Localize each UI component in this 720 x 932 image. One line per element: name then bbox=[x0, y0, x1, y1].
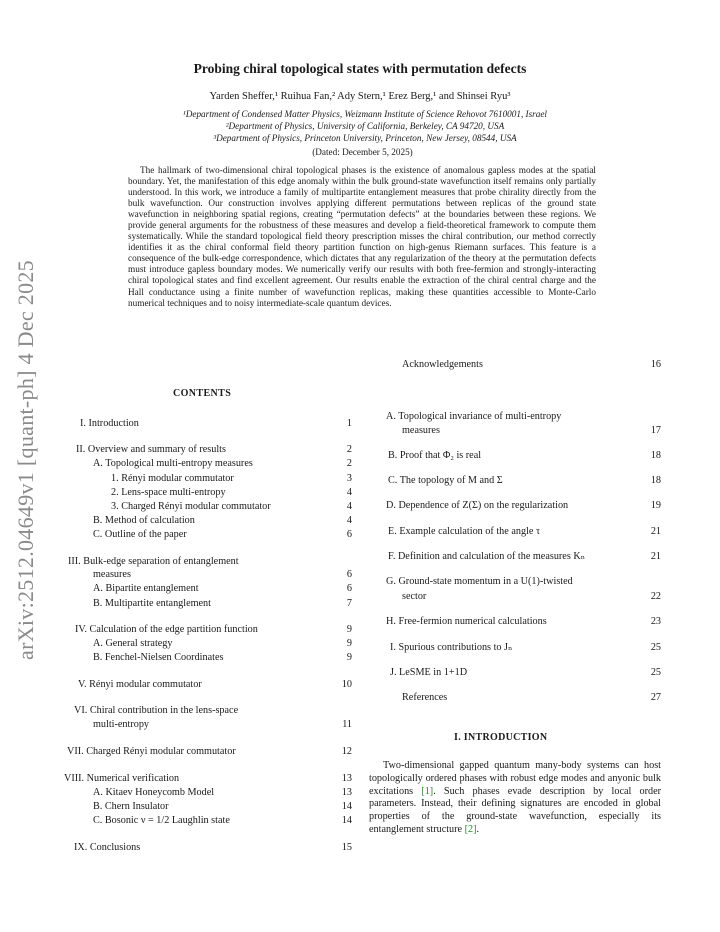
toc-entry[interactable]: 1. Rényi modular commutator bbox=[111, 473, 234, 484]
intro-text: Two-dimensional gapped quantum many-body systems can host topologically ordered phases with robust edge modes and anyonic bulk excitations bbox=[369, 760, 661, 797]
citation-link[interactable]: [2] bbox=[464, 823, 477, 835]
toc-entry[interactable]: B. Chern Insulator bbox=[93, 801, 169, 812]
toc-entry[interactable]: B. Multipartite entanglement bbox=[93, 598, 211, 609]
toc-entry[interactable]: 2. Lens-space multi-entropy bbox=[111, 487, 226, 498]
toc-page-number: 9 bbox=[346, 638, 352, 649]
toc-entry[interactable]: 3. Charged Rényi modular commutator bbox=[111, 501, 271, 512]
toc-page-number: 19 bbox=[650, 500, 661, 511]
toc-page-number: 6 bbox=[346, 583, 352, 594]
toc-page-number: 9 bbox=[346, 624, 352, 635]
toc-page-number: 2 bbox=[346, 458, 352, 469]
toc-page-number: 18 bbox=[650, 475, 661, 486]
toc-entry[interactable]: B. Method of calculation bbox=[93, 515, 195, 526]
toc-entry[interactable]: VII. Charged Rényi modular commutator bbox=[67, 746, 236, 757]
arxiv-sidebar-stamp bbox=[8, 250, 44, 670]
toc-page-number: 25 bbox=[650, 642, 661, 653]
toc-entry[interactable]: H. Free-fermion numerical calculations bbox=[386, 616, 547, 627]
intro-text: . Such phases evade description by local order parameters. Instead, their defining signatures are encoded in global properties of the ground-state wavefunction, especially its entanglement structure bbox=[369, 785, 661, 835]
toc-entry[interactable]: sector bbox=[402, 591, 427, 602]
toc-page-number: 18 bbox=[650, 450, 661, 461]
toc-entry[interactable]: A. Topological invariance of multi-entropy bbox=[386, 411, 562, 422]
toc-page-number: 13 bbox=[341, 773, 352, 784]
author-list: Yarden Sheffer,¹ Ruihua Fan,² Ady Stern,¹ Erez Berg,¹ and Shinsei Ryu³ bbox=[209, 91, 511, 102]
toc-page-number: 22 bbox=[650, 591, 661, 602]
affiliation-3: ³Department of Physics, Princeton University, Princeton, New Jersey, 08544, USA bbox=[213, 133, 517, 143]
paper-title: Probing chiral topological states with permutation defects bbox=[193, 61, 527, 76]
toc-entry[interactable]: II. Overview and summary of results bbox=[76, 444, 226, 455]
toc-entry[interactable]: D. Dependence of Z(Σ) on the regularization bbox=[386, 500, 569, 511]
affiliation-1: ¹Department of Condensed Matter Physics, Weizmann Institute of Science Rehovot 7610001, Israel bbox=[183, 109, 547, 119]
citation-link[interactable]: [1] bbox=[421, 785, 434, 797]
toc-entry[interactable]: F. Definition and calculation of the measures Kₙ bbox=[388, 551, 586, 562]
toc-page-number: 7 bbox=[346, 598, 352, 609]
affiliation-2: ²Department of Physics, University of California, Berkeley, CA 94720, USA bbox=[225, 121, 505, 131]
toc-page-number: 15 bbox=[341, 842, 352, 853]
toc-entry[interactable]: C. Bosonic ν = 1/2 Laughlin state bbox=[93, 815, 230, 826]
toc-page-number: 2 bbox=[346, 444, 352, 455]
section-heading: I. INTRODUCTION bbox=[454, 732, 548, 743]
toc-page-number: 4 bbox=[346, 487, 352, 498]
toc-entry[interactable]: B. Fenchel-Nielsen Coordinates bbox=[93, 652, 224, 663]
toc-entry[interactable]: G. Ground-state momentum in a U(1)-twisted bbox=[386, 576, 573, 587]
toc-entry[interactable]: IV. Calculation of the edge partition function bbox=[75, 624, 258, 635]
toc-entry[interactable]: A. General strategy bbox=[93, 638, 173, 649]
toc-page-number: 27 bbox=[650, 692, 661, 703]
toc-page-number: 13 bbox=[341, 787, 352, 798]
toc-page-number: 4 bbox=[346, 515, 352, 526]
toc-entry[interactable]: J. LeSME in 1+1D bbox=[390, 667, 468, 678]
toc-page-number: 21 bbox=[650, 526, 661, 537]
toc-page-number: 11 bbox=[342, 719, 352, 730]
arxiv-id: arXiv:2512.04649v1 [quant-ph] 4 Dec 2025 bbox=[13, 260, 38, 660]
toc-page-number: 1 bbox=[346, 418, 352, 429]
toc-entry[interactable]: III. Bulk-edge separation of entanglement bbox=[68, 556, 239, 567]
abstract: The hallmark of two-dimensional chiral topological phases is the existence of anomalous gapless modes at the spatial boundary. Yet, the manifestation of this edge anomaly within the bulk ground-state wavefunction itself remains only partially understood. In this work, we introduce a family of multipartite entanglement measures that probe chirality directly from the bulk wavefunction. Our construction involves applying different permutations between replicas of the ground state wavefunction in neighboring spatial regions, creating “permutation defects” at the boundaries between these regions. We provide general arguments for the robustness of these measures and develop a field-theoretical framework to compute them systematically. While the standard topological field theory prescription misses the chiral contribution, our method correctly identifies it as the chiral conformal field theory partition function on high-genus Riemann surfaces. This feature is a consequence of the bulk-edge correspondence, which dictates that any regularization of the theory at the permutation defects must introduce gapless boundary modes. We numerically verify our results with both free-fermion and strongly-interacting chiral topological states and find excellent agreement. Our results enable the extraction of the chiral central charge and the Hall conductance using a finite number of wavefunction replicas, making these quantities accessible to Monte-Carlo numerical techniques and to noisy intermediate-scale quantum devices. bbox=[128, 166, 596, 309]
toc-entry[interactable]: C. The topology of M and Σ bbox=[388, 475, 503, 486]
toc-entry[interactable]: measures bbox=[93, 569, 131, 580]
toc-page-number: 4 bbox=[346, 501, 352, 512]
toc-entry[interactable]: B. Proof that Φ₂ is real bbox=[388, 450, 482, 461]
toc-page-number: 16 bbox=[650, 359, 661, 370]
dated-line: (Dated: December 5, 2025) bbox=[312, 147, 413, 157]
contents-heading: CONTENTS bbox=[173, 388, 232, 399]
toc-entry[interactable]: References bbox=[402, 692, 448, 703]
intro-text: . bbox=[476, 823, 480, 835]
toc-entry[interactable]: VIII. Numerical verification bbox=[64, 773, 180, 784]
toc-entry[interactable]: measures bbox=[402, 425, 440, 436]
toc-entry[interactable]: multi-entropy bbox=[93, 719, 150, 730]
toc-page-number: 17 bbox=[650, 425, 661, 436]
toc-page-number: 6 bbox=[346, 569, 352, 580]
toc-page-number: 3 bbox=[346, 473, 352, 484]
toc-entry[interactable]: V. Rényi modular commutator bbox=[78, 679, 202, 690]
toc-entry[interactable]: A. Kitaev Honeycomb Model bbox=[93, 787, 215, 798]
toc-page-number: 14 bbox=[341, 801, 352, 812]
toc-entry[interactable]: Acknowledgements bbox=[402, 359, 483, 370]
toc-entry[interactable]: I. Spurious contributions to Jₙ bbox=[390, 642, 513, 653]
toc-page-number: 21 bbox=[650, 551, 661, 562]
toc-page-number: 12 bbox=[341, 746, 352, 757]
toc-page-number: 10 bbox=[341, 679, 352, 690]
toc-entry[interactable]: VI. Chiral contribution in the lens-space bbox=[74, 705, 239, 716]
toc-page-number: 14 bbox=[341, 815, 352, 826]
toc-page-number: 6 bbox=[346, 529, 352, 540]
toc-entry[interactable]: A. Bipartite entanglement bbox=[93, 583, 199, 594]
toc-entry[interactable]: A. Topological multi-entropy measures bbox=[93, 458, 253, 469]
toc-page-number: 23 bbox=[650, 616, 661, 627]
toc-entry[interactable]: C. Outline of the paper bbox=[93, 529, 187, 540]
toc-page-number: 9 bbox=[346, 652, 352, 663]
toc-entry[interactable]: IX. Conclusions bbox=[74, 842, 141, 853]
introduction-paragraph bbox=[369, 760, 661, 837]
toc-entry[interactable]: I. Introduction bbox=[80, 418, 139, 429]
toc-entry[interactable]: E. Example calculation of the angle τ bbox=[388, 526, 541, 537]
toc-page-number: 25 bbox=[650, 667, 661, 678]
